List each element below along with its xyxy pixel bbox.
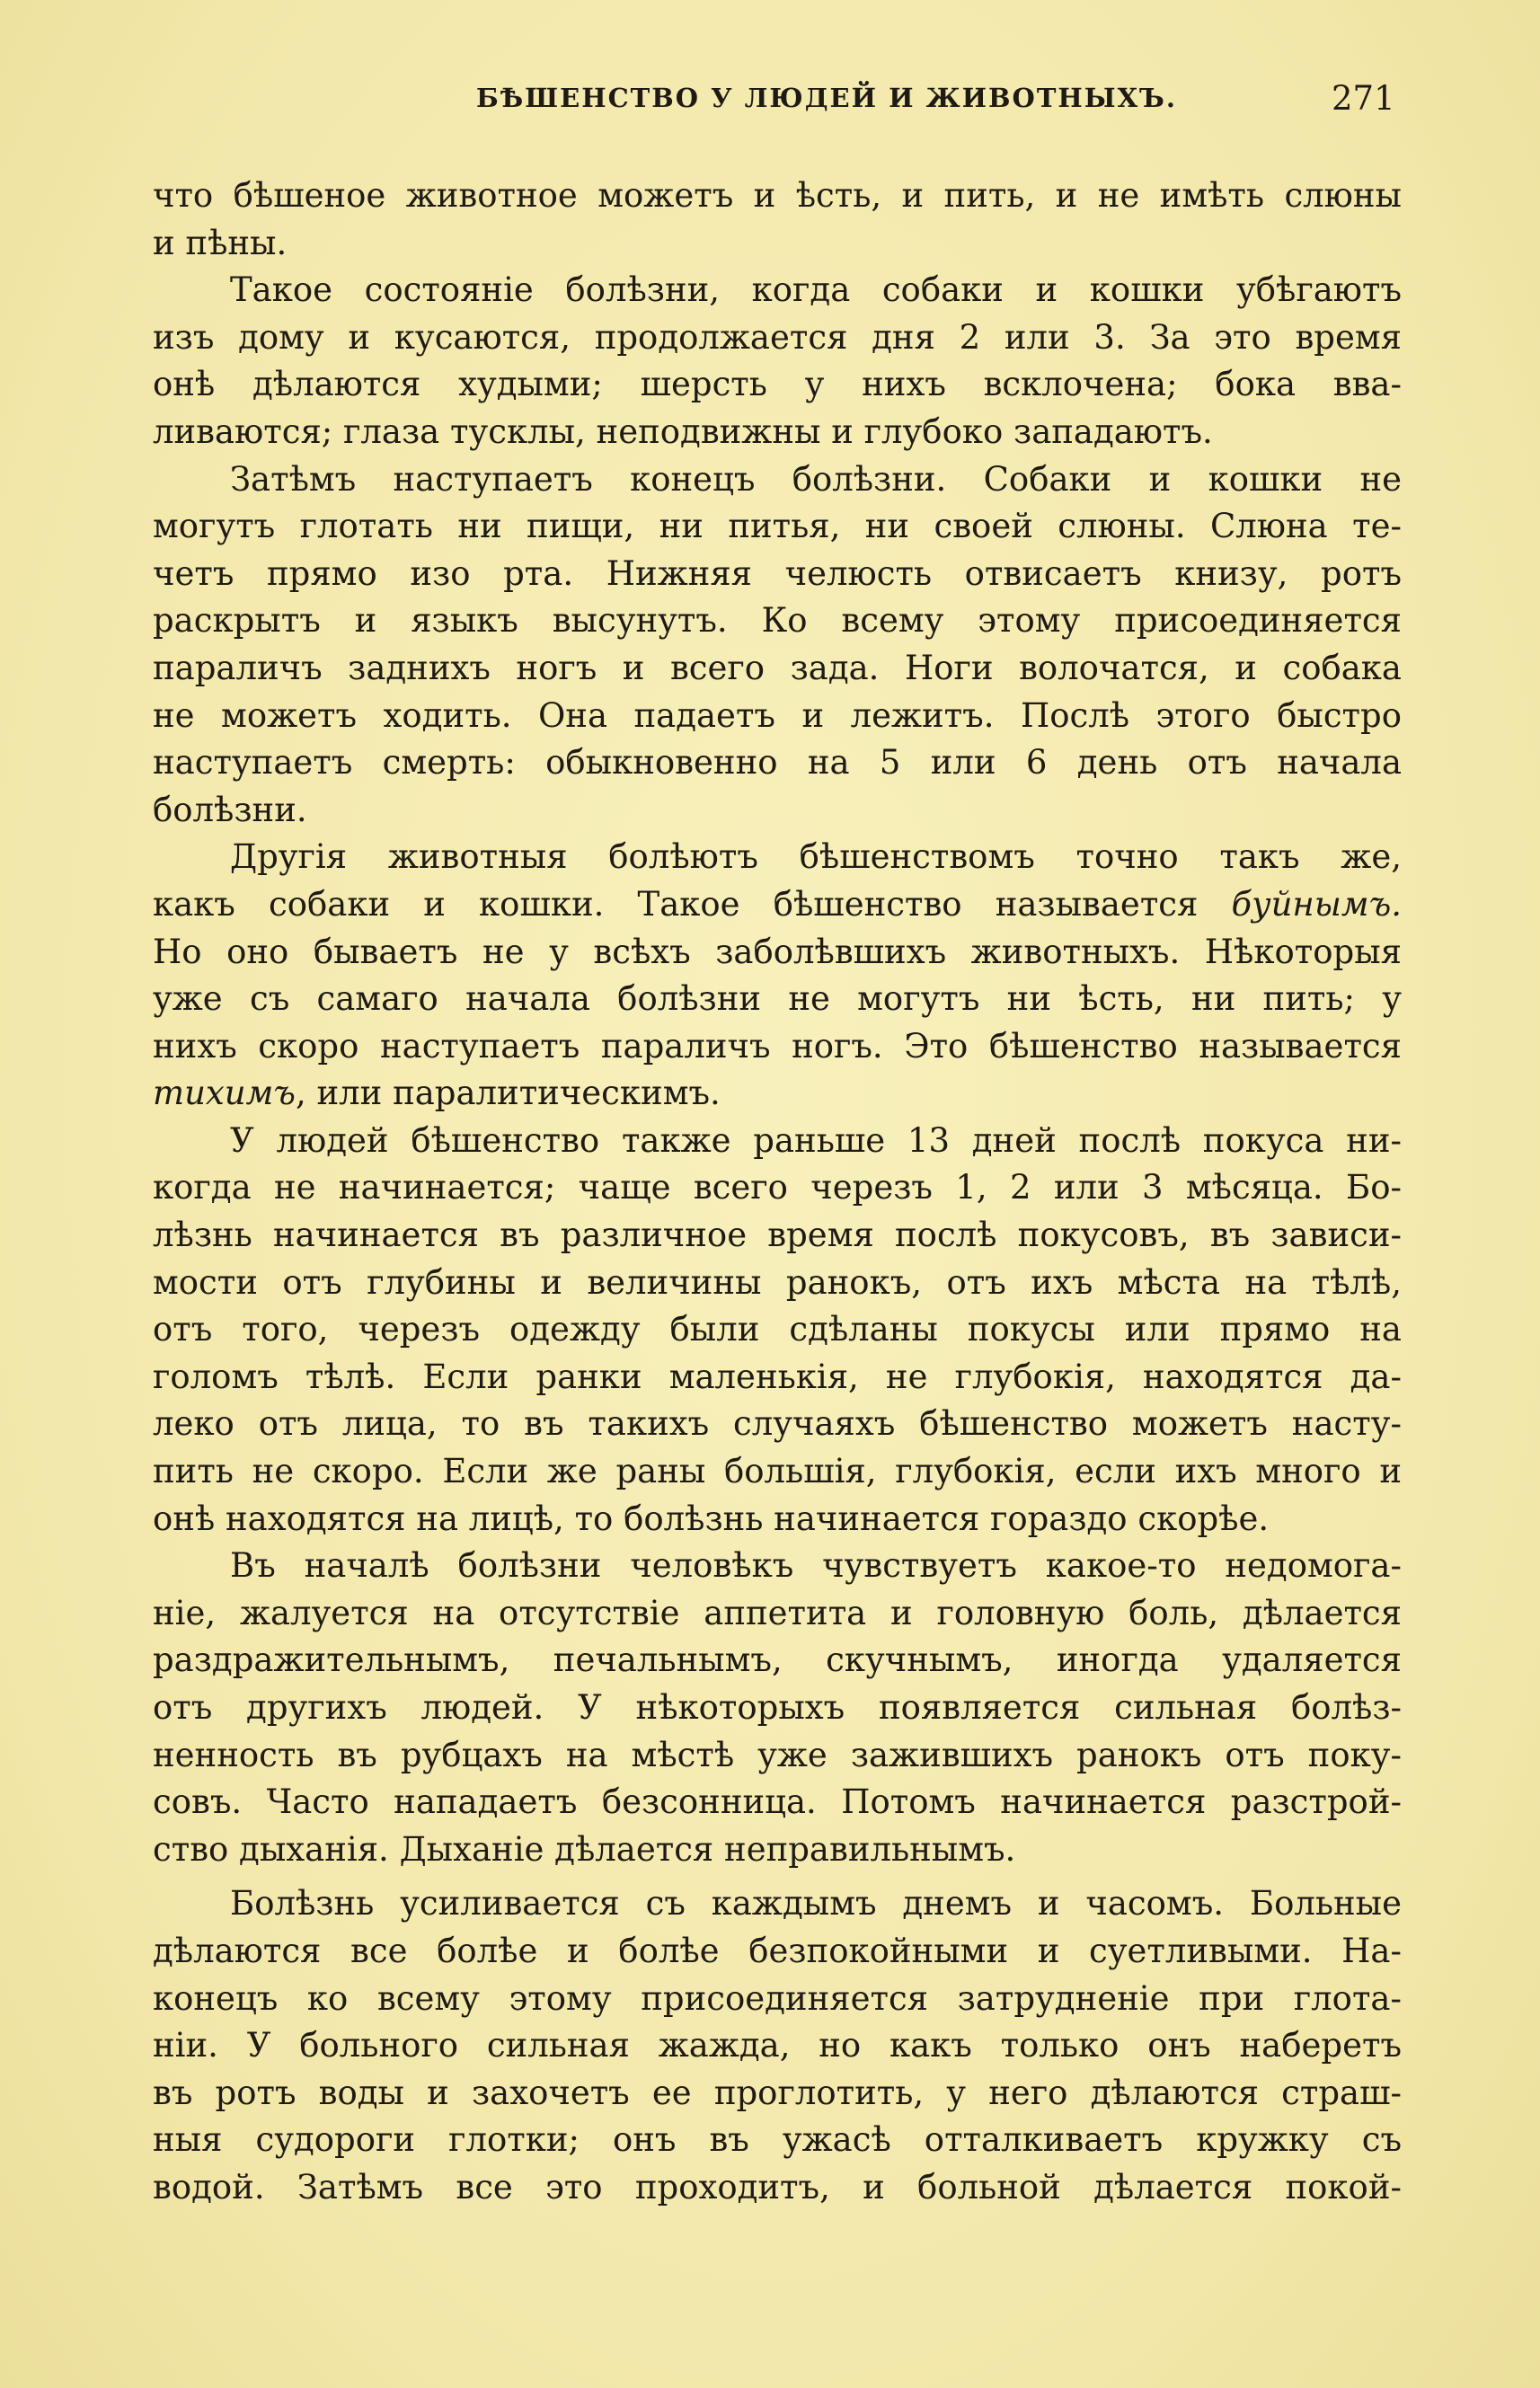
text-line: нихъ скоро наступаетъ параличъ ногъ. Это бѣшенство называется bbox=[153, 1026, 1402, 1066]
text-line: У людей бѣшенство также раньше 13 дней послѣ покуса ни- bbox=[230, 1120, 1402, 1160]
text-line: конецъ ко всему этому присоединяется затрудненiе при глота- bbox=[153, 1978, 1402, 2018]
text-line: дѣлаются все болѣе и болѣе безпокойными и суетливыми. На- bbox=[153, 1931, 1402, 1970]
text-line: совъ. Часто нападаетъ безсонница. Потомъ начинается разстрой- bbox=[153, 1782, 1402, 1822]
text-line: ство дыханiя. Дыханiе дѣлается неправильнымъ. bbox=[153, 1829, 1016, 1869]
text-line: раздражительнымъ, печальнымъ, скучнымъ, иногда удаляется bbox=[153, 1641, 1402, 1680]
text-line: раскрытъ и языкъ высунутъ. Ко всему этому присоединяется bbox=[153, 601, 1402, 641]
text-line: наступаетъ смерть: обыкновенно на 5 или 6 день отъ начала bbox=[153, 743, 1402, 783]
running-head: БѢШЕНСТВО У ЛЮДЕЙ И ЖИВОТНЫХЪ. bbox=[476, 83, 1177, 113]
text-line: голомъ тѣлѣ. Если ранки маленькiя, не глубокiя, находятся да- bbox=[153, 1357, 1402, 1396]
paragraph bbox=[153, 172, 1402, 267]
page-number: 271 bbox=[1332, 79, 1395, 118]
text-line bbox=[153, 1070, 1402, 1118]
text-line: водой. Затѣмъ все это проходитъ, и больной дѣлается покой- bbox=[153, 2167, 1402, 2207]
text-line bbox=[153, 881, 1402, 929]
text-line: ливаются; глаза тусклы, неподвижны и глубоко западаютъ. bbox=[153, 411, 1213, 451]
paragraph bbox=[153, 1118, 1402, 1543]
paragraph bbox=[153, 267, 1402, 455]
text-line: пить не скоро. Если же раны большiя, глубокiя, если ихъ много и bbox=[153, 1452, 1402, 1491]
paragraph bbox=[153, 456, 1402, 835]
text-line: ненность въ рубцахъ на мѣстѣ уже зажившихъ ранокъ отъ поку- bbox=[153, 1735, 1402, 1774]
paragraph bbox=[153, 1543, 1402, 1873]
text-line: не можетъ ходить. Она падаетъ и лежитъ. Послѣ этого быстро bbox=[153, 695, 1402, 735]
text-line: болѣзни. bbox=[153, 790, 307, 829]
text-line: Въ началѣ болѣзни человѣкъ чувствуетъ какое-то недомога- bbox=[230, 1546, 1402, 1586]
text-line: нiи. У больного сильная жажда, но какъ только онъ наберетъ bbox=[153, 2026, 1402, 2065]
text-line: Такое состоянiе болѣзни, когда собаки и кошки убѣгаютъ bbox=[230, 270, 1402, 310]
text-segment: какъ собаки и кошки. Такое бѣшенство называется bbox=[153, 884, 1199, 924]
text-line: леко отъ лица, то въ такихъ случаяхъ бѣшенство можетъ насту- bbox=[153, 1404, 1402, 1444]
italic-term: тихимъ bbox=[153, 1074, 296, 1113]
text-line: Но оно бываетъ не у всѣхъ заболѣвшихъ животныхъ. Нѣкоторыя bbox=[153, 932, 1402, 971]
text-line: Затѣмъ наступаетъ конецъ болѣзни. Собаки и кошки не bbox=[230, 459, 1402, 499]
text-line: отъ другихъ людей. У нѣкоторыхъ появляется сильная болѣз- bbox=[153, 1688, 1402, 1727]
text-segment: , или паралитическимъ. bbox=[295, 1074, 721, 1113]
paragraph bbox=[153, 1880, 1402, 2211]
text-line: онѣ находятся на лицѣ, то болѣзнь начинается гораздо скорѣе. bbox=[153, 1499, 1270, 1538]
text-line: изъ дому и кусаются, продолжается дня 2 или 3. За это время bbox=[153, 317, 1402, 357]
text-line: Болѣзнь усиливается съ каждымъ днемъ и часомъ. Больные bbox=[230, 1884, 1402, 1924]
paragraph bbox=[153, 834, 1402, 1118]
text-line: онѣ дѣлаются худыми; шерсть у нихъ всклочена; бока вва- bbox=[153, 365, 1402, 404]
text-line: и пѣны. bbox=[153, 223, 288, 262]
text-line: ныя судороги глотки; онъ въ ужасѣ отталкиваетъ кружку съ bbox=[153, 2120, 1402, 2160]
text-line: когда не начинается; чаще всего черезъ 1, 2 или 3 мѣсяца. Бо- bbox=[153, 1168, 1402, 1207]
text-line: лѣзнь начинается въ различное время послѣ покусовъ, въ зависи- bbox=[153, 1216, 1402, 1255]
italic-term: буйнымъ. bbox=[1231, 884, 1403, 924]
text-line: могутъ глотать ни пищи, ни питья, ни своей слюны. Слюна те- bbox=[153, 507, 1402, 546]
text-line: Другiя животныя болѣютъ бѣшенствомъ точно такъ же, bbox=[230, 837, 1402, 877]
text-line: уже съ самаго начала болѣзни не могутъ ни ѣсть, ни пить; у bbox=[153, 979, 1402, 1019]
text-line: нiе, жалуется на отсутствiе аппетита и головную боль, дѣлается bbox=[153, 1593, 1402, 1632]
text-line: въ ротъ воды и захочетъ ее проглотить, у него дѣлаются страш- bbox=[153, 2073, 1402, 2112]
text-line: отъ того, черезъ одежду были сдѣланы покусы или прямо на bbox=[153, 1310, 1402, 1349]
text-line: четъ прямо изо рта. Нижняя челюсть отвисаетъ книзу, ротъ bbox=[153, 553, 1402, 593]
body-text bbox=[153, 172, 1402, 2212]
text-line: параличъ заднихъ ногъ и всего зада. Ноги волочатся, и собака bbox=[153, 648, 1402, 687]
text-line: что бѣшеное животное можетъ и ѣсть, и пить, и не имѣть слюны bbox=[153, 176, 1402, 215]
text-line: мости отъ глубины и величины ранокъ, отъ ихъ мѣста на тѣлѣ, bbox=[153, 1262, 1402, 1302]
